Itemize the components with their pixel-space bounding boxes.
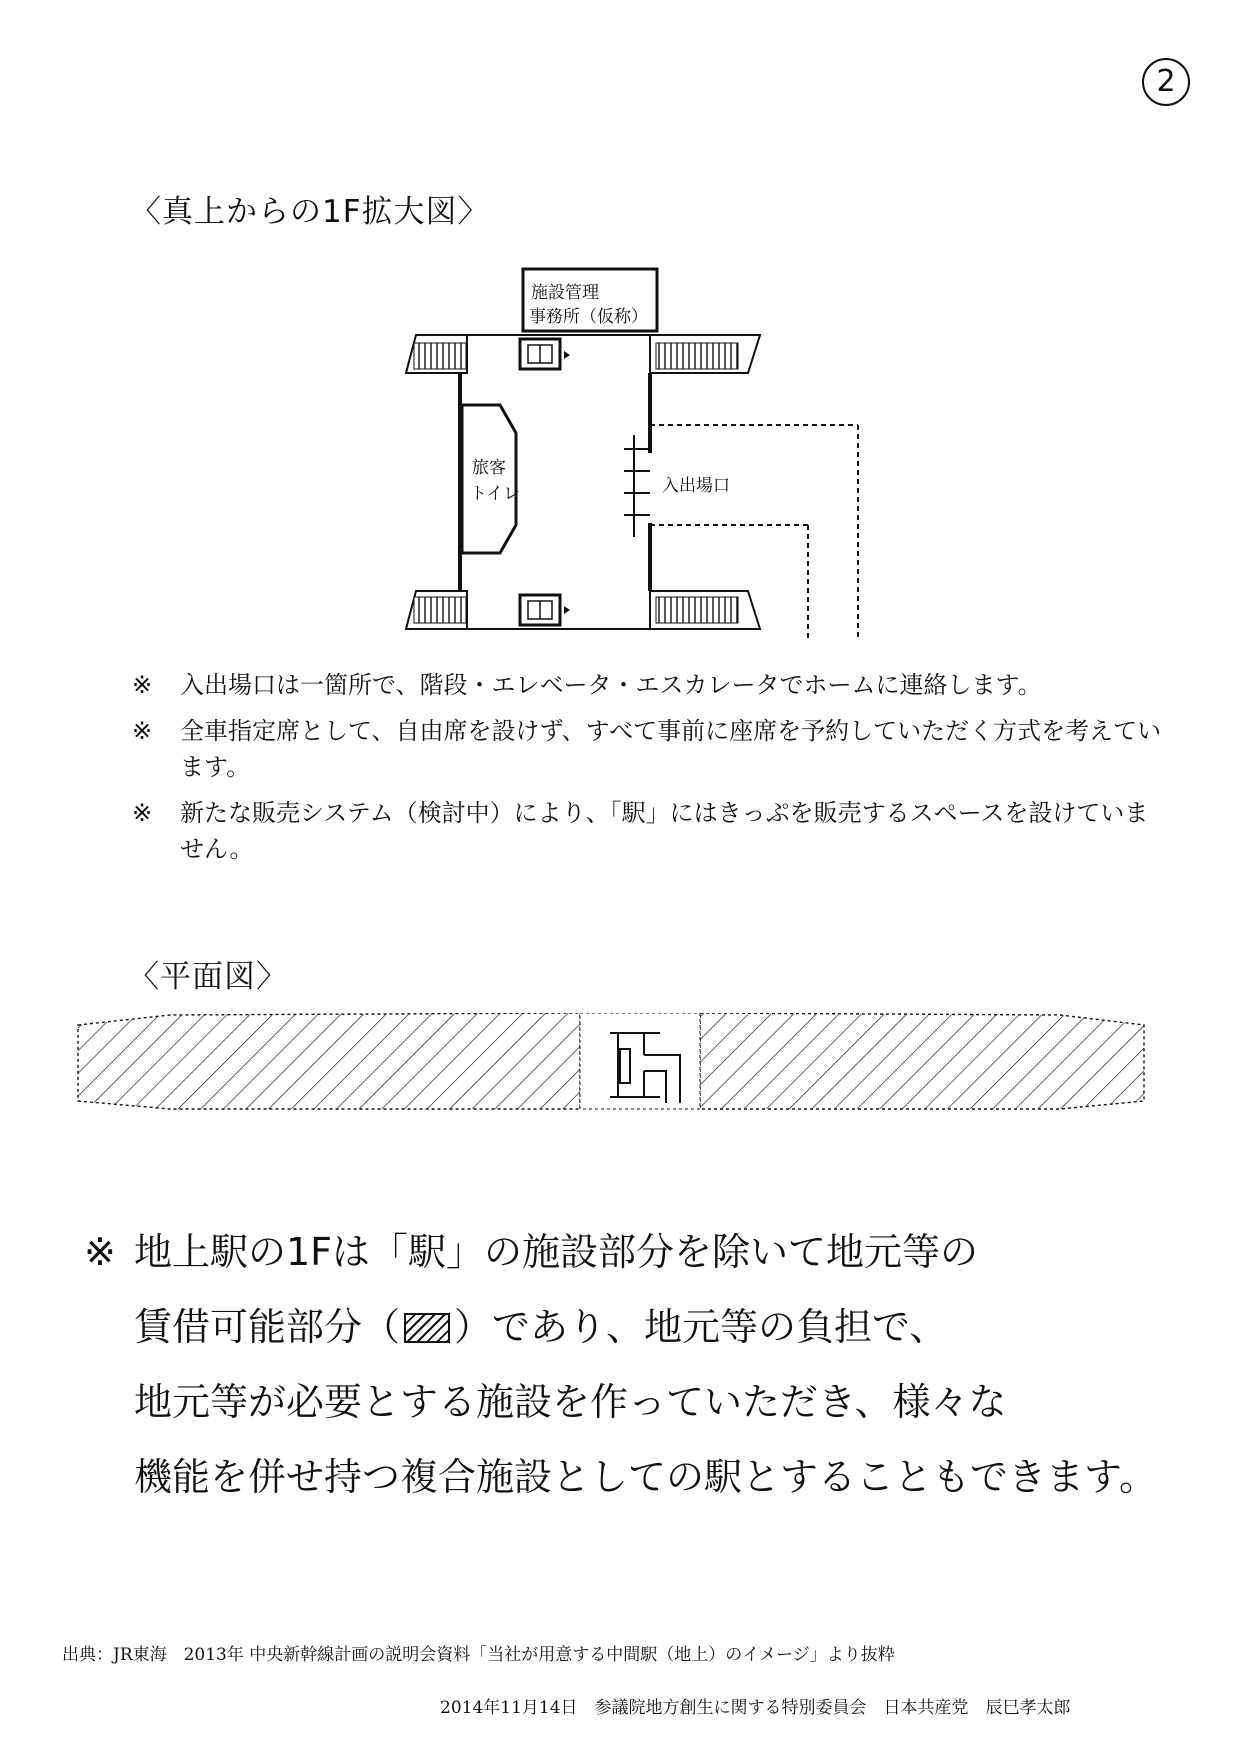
note-mark: ※ (132, 717, 153, 745)
big-note-line (84, 1215, 1204, 1290)
station-facility-area (580, 1013, 700, 1109)
escalator-bottom-left (414, 597, 466, 623)
toilet-label-1: 旅客 (472, 458, 506, 478)
big-note (84, 1215, 1204, 1515)
plan-view-title: 〈平面図〉 (128, 959, 288, 995)
elevator-top (520, 339, 570, 369)
big-note-line (84, 1290, 1204, 1365)
enlarged-view-title: 〈真上からの1F拡大図〉 (130, 194, 490, 230)
big-note-line (84, 1440, 1204, 1515)
big-note-line-2a: 賃借可能部分（ (134, 1305, 401, 1349)
note-mark: ※ (132, 799, 153, 827)
hatch-legend-icon (404, 1313, 450, 1343)
leasable-area-right (700, 1013, 1144, 1109)
toilet-block (462, 405, 516, 553)
ticket-gates (624, 435, 650, 537)
office-label-2: 事務所（仮称） (529, 307, 648, 327)
big-note-line-3: 地元等が必要とする施設を作っていただき、様々な (134, 1380, 1007, 1424)
toilet-label-2: トイレ (470, 484, 521, 504)
note-text: 全車指定席として、自由席を設けず、すべて事前に座席を予約していただく方式を考えています。 (180, 717, 1162, 781)
office-label-1: 施設管理 (531, 283, 599, 303)
note-item (132, 667, 1172, 703)
note-text: 新たな販売システム（検討中）により、「駅」にはきっぷを販売するスペースを設けていません。 (180, 799, 1149, 863)
big-note-line-4: 機能を併せ持つ複合施設としての駅とすることもできます。 (134, 1455, 1157, 1499)
notes-list (132, 667, 1172, 877)
leasable-area-left (78, 1013, 580, 1109)
page-number: 2 (1142, 58, 1190, 106)
escalator-top-right (656, 343, 738, 369)
plan-view-diagram (70, 1013, 1150, 1113)
escalator-top-left (414, 343, 466, 369)
note-text: 入出場口は一箇所で、階段・エレベータ・エスカレータでホームに連絡します。 (180, 671, 1042, 699)
big-note-line-2b: ）であり、地元等の負担で、 (454, 1305, 948, 1349)
note-mark: ※ (132, 671, 153, 699)
big-note-mark: ※ (84, 1230, 116, 1274)
entrance-label: 入出場口 (662, 476, 730, 496)
note-item (132, 713, 1172, 785)
source-citation: 出典：JR東海 2013年 中央新幹線計画の説明会資料「当社が用意する中間駅（地上）のイメージ」より抜粋 (62, 1645, 895, 1665)
note-item (132, 795, 1172, 867)
floor-diagram-1f (400, 265, 880, 655)
elevator-bottom (520, 595, 570, 625)
author-credit: 2014年11月14日 参議院地方創生に関する特別委員会 日本共産党 辰巳孝太郎 (440, 1698, 1071, 1718)
escalator-bottom-right (656, 597, 738, 623)
big-note-line (84, 1365, 1204, 1440)
big-note-line-1: 地上駅の1Fは「駅」の施設部分を除いて地元等の (134, 1230, 979, 1274)
